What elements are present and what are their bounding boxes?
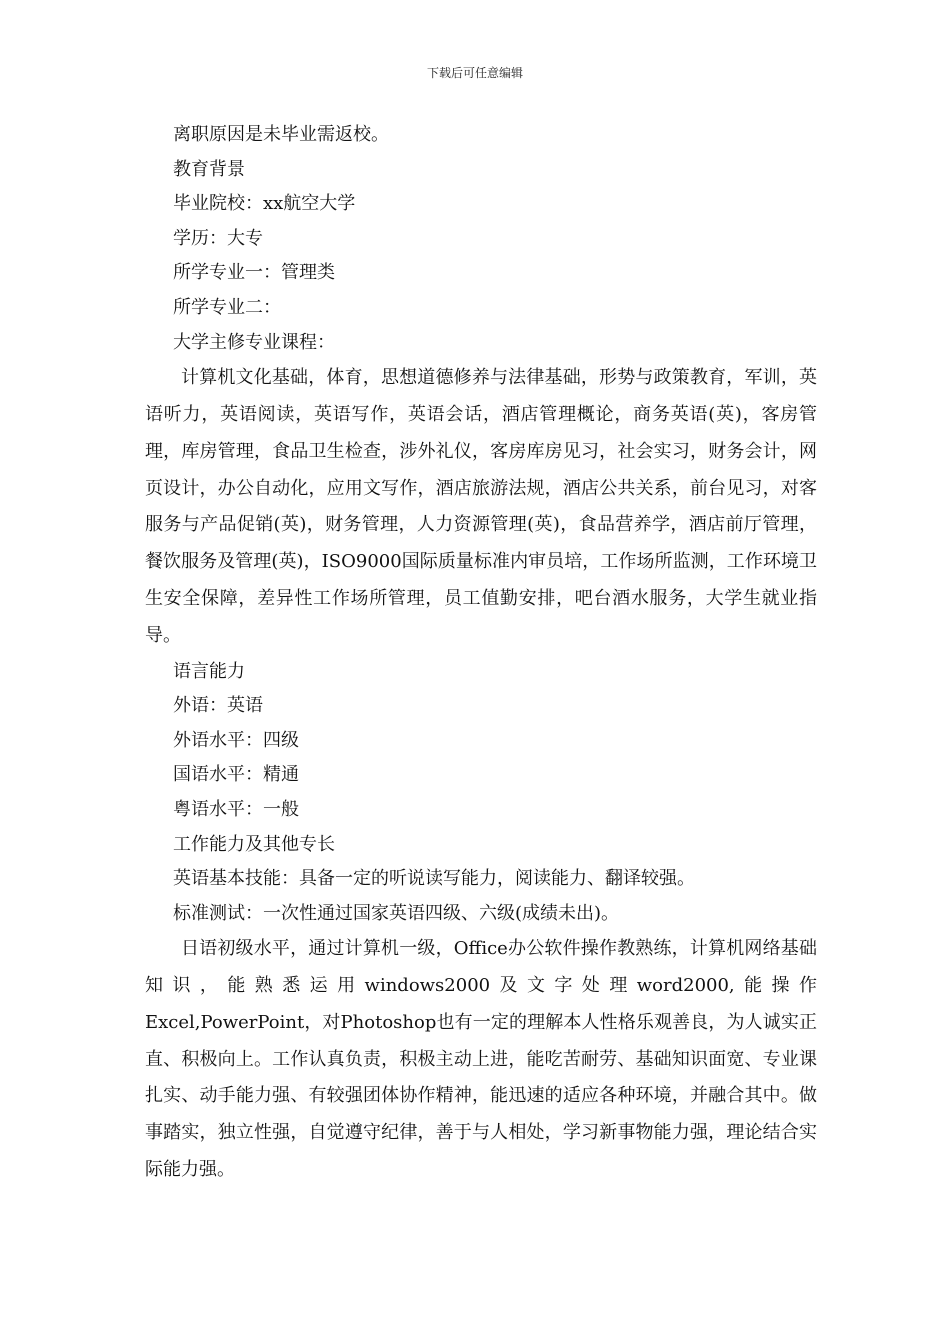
major-one-line: 所学专业一：管理类 — [173, 262, 335, 284]
school-line: 毕业院校：xx航空大学 — [173, 193, 356, 215]
english-skills-line: 英语基本技能：具备一定的听说读写能力，阅读能力、翻译较强。 — [173, 868, 695, 890]
courses-heading: 大学主修专业课程： — [173, 331, 335, 353]
courses-paragraph: 计算机文化基础，体育，思想道德修养与法律基础，形势与政策教育，军训，英语听力，英语阅读，英语写作，英语会话，酒店管理概论，商务英语(英)，客房管理，库房管理，食品卫生检查，涉外礼仪，客房库房见习，社会实习，财务会计，网页设计，办公自动化，应用文写作，酒店旅游法规，酒店公共关系，前台见习，对客服务与产品促销(英)，财务管理，人力资源管理(英)，食品营养学，酒店前厅管理，餐饮服务及管理(英)，ISO9000国际质量标准内审员培，工作场所监测，工作环境卫生安全保障，差异性工作场所管理，员工值勤安排，吧台酒水服务，大学生就业指导。 — [145, 367, 817, 646]
language-heading: 语言能力 — [173, 660, 245, 682]
foreign-language-line: 外语：英语 — [173, 695, 263, 717]
major-two-line: 所学专业二： — [173, 296, 281, 318]
skills-paragraph: 日语初级水平，通过计算机一级，Office办公软件操作教熟练，计算机网络基础知识，能熟悉运用windows2000及文字处理word2000,能操作Excel,PowerPoint，对Photoshop也有一定的理解本人性格乐观善良，为人诚实正直、积极向上。工作认真负责，积极主动上进，能吃苦耐劳、基础知识面宽、专业课扎实、动手能力强、有较强团体协作精神，能迅速的适应各种环境，并融合其中。做事踏实，独立性强，自觉遵守纪律，善于与人相处，学习新事物能力强，理论结合实际能力强。 — [145, 938, 817, 1181]
leave-reason-line: 离职原因是未毕业需返校。 — [173, 124, 389, 145]
skills-heading: 工作能力及其他专长 — [173, 833, 335, 855]
education-heading: 教育背景 — [173, 158, 245, 180]
standard-test-line: 标准测试：一次性通过国家英语四级、六级(成绩未出)。 — [173, 902, 620, 924]
cantonese-level-line: 粤语水平：一般 — [173, 798, 299, 820]
page-header-note: 下载后可任意编辑 — [426, 66, 523, 80]
foreign-level-line: 外语水平：四级 — [173, 729, 299, 751]
mandarin-level-line: 国语水平：精通 — [173, 764, 299, 786]
document-body — [145, 118, 817, 1189]
degree-line: 学历：大专 — [173, 227, 263, 249]
